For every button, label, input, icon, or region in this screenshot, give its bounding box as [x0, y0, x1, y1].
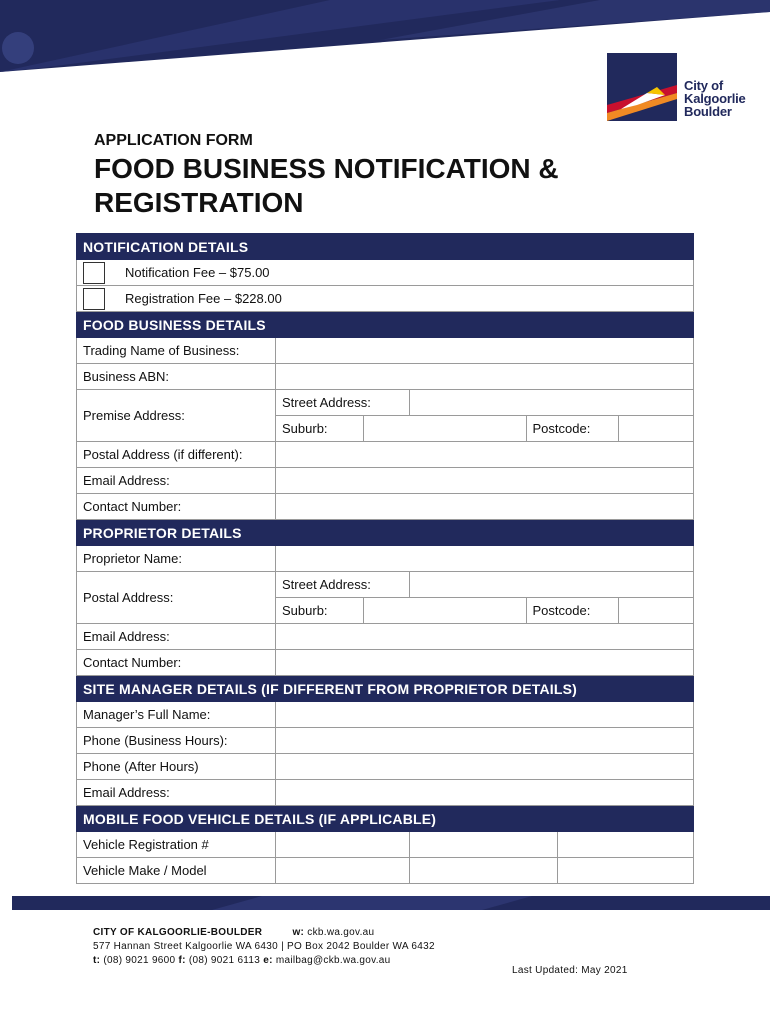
trading-name-label: Trading Name of Business:: [77, 338, 276, 364]
manager-phone-business-field[interactable]: [276, 728, 694, 754]
abn-field[interactable]: [276, 364, 694, 390]
manager-name-label: Manager’s Full Name:: [77, 702, 276, 728]
business-contact-field[interactable]: [276, 494, 694, 520]
postal-address-field[interactable]: [276, 442, 694, 468]
proprietor-suburb-label: Suburb:: [282, 603, 328, 618]
manager-email-label: Email Address:: [77, 780, 276, 806]
city-logo: [607, 53, 759, 121]
premise-suburb-label: Suburb:: [282, 421, 328, 436]
proprietor-postcode-label: Postcode:: [526, 598, 618, 623]
form-title-line-1: FOOD BUSINESS NOTIFICATION &: [94, 153, 559, 184]
postal-address-label: Postal Address (if different):: [77, 442, 276, 468]
logo-line-3: Boulder: [684, 104, 732, 119]
section-mobile-vehicle-heading: MOBILE FOOD VEHICLE DETAILS (IF APPLICABLE): [77, 806, 694, 832]
business-email-field[interactable]: [276, 468, 694, 494]
proprietor-street-label: Street Address:: [282, 577, 371, 592]
proprietor-email-label: Email Address:: [77, 624, 276, 650]
vehicle-make-label: Vehicle Make / Model: [77, 858, 276, 884]
vehicle-make-field-1[interactable]: [276, 858, 409, 883]
application-form-table: [76, 233, 694, 884]
premise-postcode-field[interactable]: [618, 416, 693, 441]
premise-address-label: Premise Address:: [77, 390, 276, 442]
section-notification-heading: NOTIFICATION DETAILS: [77, 234, 694, 260]
manager-email-field[interactable]: [276, 780, 694, 806]
footer-banner: [12, 896, 770, 910]
premise-street-field[interactable]: [409, 390, 693, 415]
proprietor-postcode-field[interactable]: [618, 598, 693, 623]
proprietor-name-label: Proprietor Name:: [77, 546, 276, 572]
manager-name-field[interactable]: [276, 702, 694, 728]
footer-web-link[interactable]: ckb.wa.gov.au: [307, 927, 375, 938]
proprietor-contact-field[interactable]: [276, 650, 694, 676]
manager-phone-after-label: Phone (After Hours): [77, 754, 276, 780]
logo-line-2: Kalgoorlie: [684, 91, 746, 106]
business-contact-label: Contact Number:: [77, 494, 276, 520]
vehicle-registration-field-1[interactable]: [276, 832, 409, 857]
footer-fax: (08) 9021 6113: [188, 955, 261, 966]
premise-street-label: Street Address:: [282, 395, 371, 410]
registration-fee-checkbox[interactable]: [83, 288, 105, 310]
vehicle-registration-label: Vehicle Registration #: [77, 832, 276, 858]
section-food-business-heading: FOOD BUSINESS DETAILS: [77, 312, 694, 338]
proprietor-name-field[interactable]: [276, 546, 694, 572]
vehicle-registration-field-2[interactable]: [409, 832, 557, 857]
footer-org: CITY OF KALGOORLIE-BOULDER: [93, 927, 263, 938]
abn-label: Business ABN:: [77, 364, 276, 390]
manager-phone-after-field[interactable]: [276, 754, 694, 780]
footer-fax-label: f:: [178, 955, 186, 966]
premise-suburb-field[interactable]: [363, 416, 526, 441]
form-label: APPLICATION FORM: [94, 132, 253, 149]
premise-postcode-label: Postcode:: [526, 416, 618, 441]
proprietor-contact-label: Contact Number:: [77, 650, 276, 676]
footer-phone-label: t:: [93, 955, 101, 966]
last-updated: Last Updated: May 2021: [512, 965, 628, 976]
logo-line-1: City of: [684, 78, 724, 93]
notification-fee-checkbox[interactable]: [83, 262, 105, 284]
footer-contact: [93, 926, 435, 968]
logo-mark-icon: [607, 53, 677, 121]
trading-name-field[interactable]: [276, 338, 694, 364]
footer-address: 577 Hannan Street Kalgoorlie WA 6430 | PO Box 2042 Boulder WA 6432: [93, 941, 435, 952]
manager-phone-business-label: Phone (Business Hours):: [77, 728, 276, 754]
form-title-line-2: REGISTRATION: [94, 187, 304, 218]
proprietor-postal-label: Postal Address:: [77, 572, 276, 624]
section-proprietor-heading: PROPRIETOR DETAILS: [77, 520, 694, 546]
footer-email-link[interactable]: mailbag@ckb.wa.gov.au: [275, 955, 391, 966]
proprietor-email-field[interactable]: [276, 624, 694, 650]
footer-email-label: e:: [263, 955, 273, 966]
form-title: [94, 152, 694, 220]
business-email-label: Email Address:: [77, 468, 276, 494]
section-site-manager-heading: SITE MANAGER DETAILS (IF DIFFERENT FROM PROPRIETOR DETAILS): [77, 676, 694, 702]
vehicle-registration-field-3[interactable]: [557, 832, 693, 857]
proprietor-street-field[interactable]: [409, 572, 693, 597]
registration-fee-label: Registration Fee – $228.00: [125, 291, 282, 306]
footer-phone: (08) 9021 9600: [103, 955, 176, 966]
vehicle-make-field-3[interactable]: [557, 858, 693, 883]
vehicle-make-field-2[interactable]: [409, 858, 557, 883]
notification-fee-label: Notification Fee – $75.00: [125, 265, 270, 280]
proprietor-suburb-field[interactable]: [363, 598, 526, 623]
footer-web-label: w:: [292, 927, 305, 938]
